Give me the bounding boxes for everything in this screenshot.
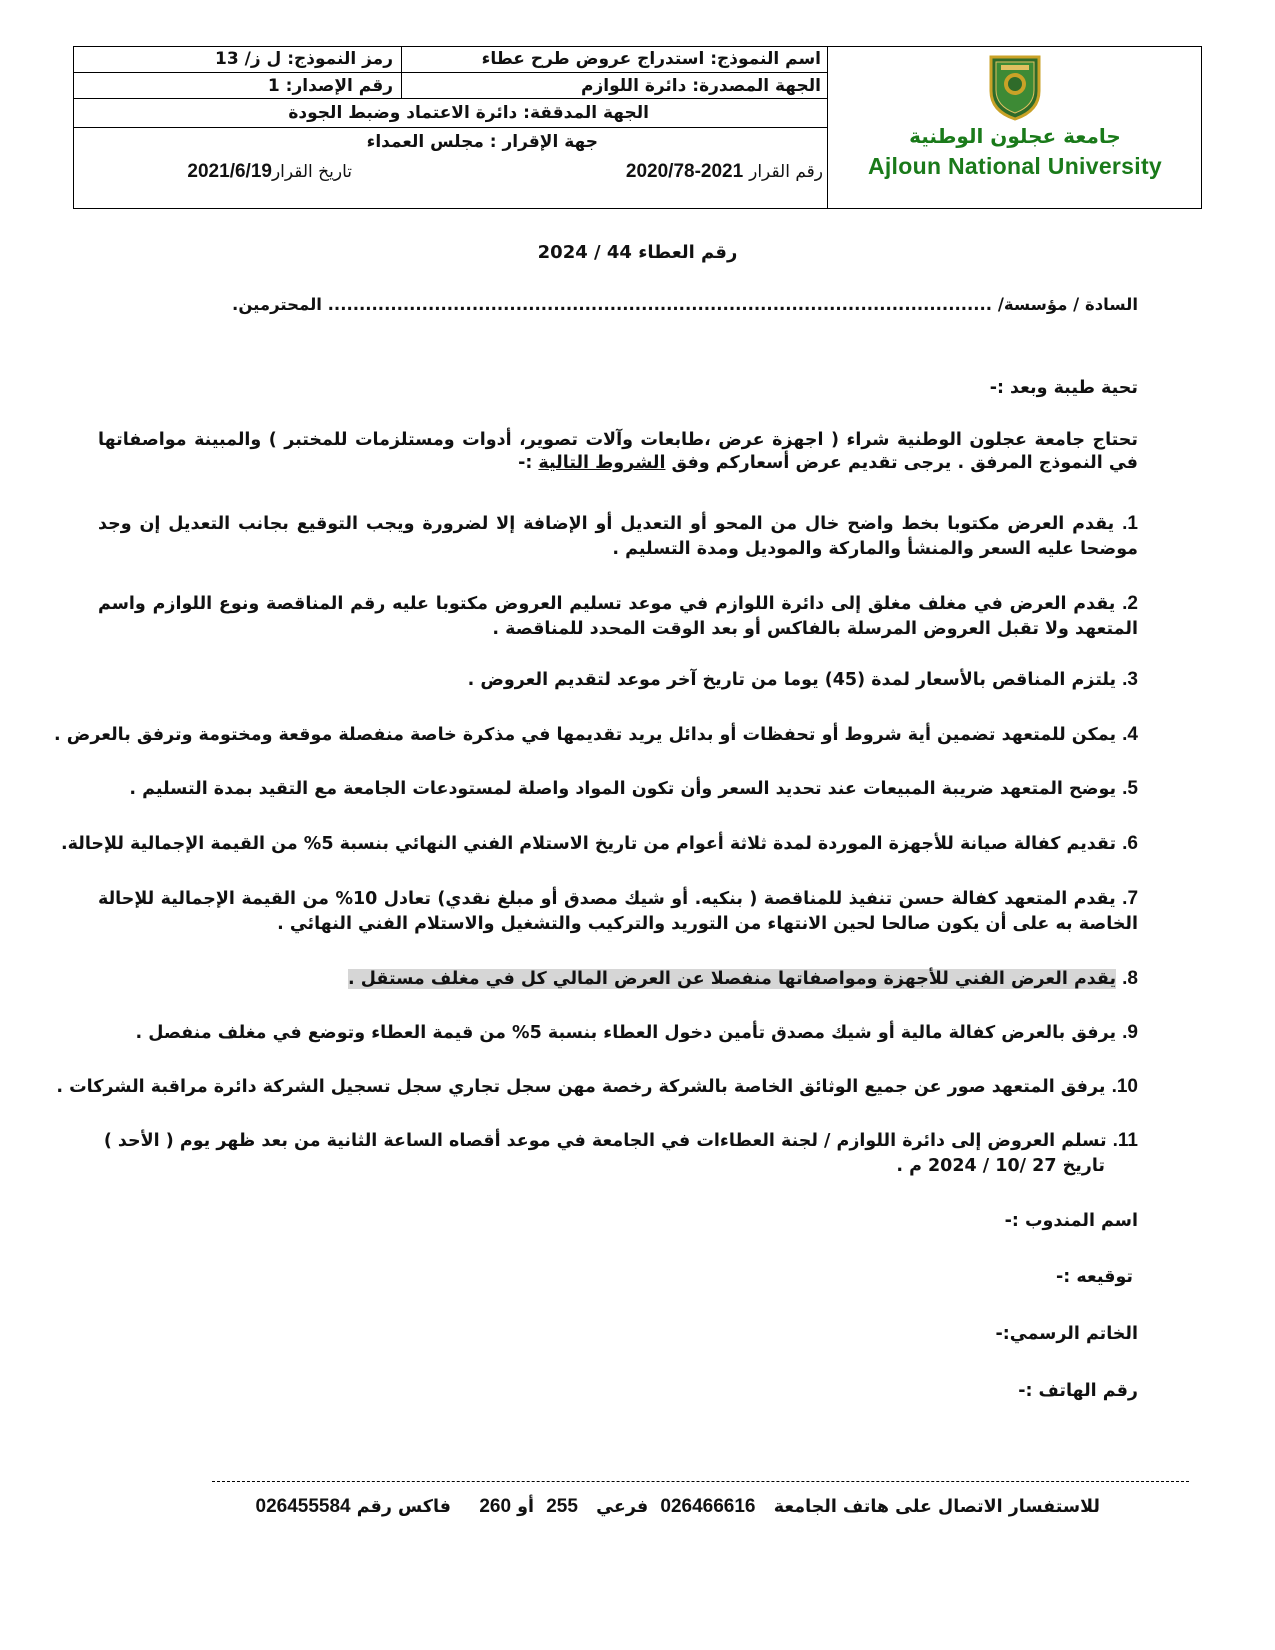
condition-text: يوضح المتعهد ضريبة المبيعات عند تحديد السعر وأن تكون المواد واصلة لمستودعات الجامعة مع التقيد بمدة التسليم . [129,779,1117,799]
decision-number-value: 2021-2020/78 [625,161,744,182]
fax-label: فاكس رقم [356,1497,451,1517]
university-phone: 026466616 [660,1496,756,1517]
condition-text: يرفق المتعهد صور عن جميع الوثائق الخاصة بالشركة رخصة مهن سجل تجاري سجل تسجيل الشركة دائرة مراقبة الشركات . [56,1077,1106,1097]
phone-number-field: رقم الهاتف :- [1018,1381,1138,1401]
university-name-english: Ajloun National University [867,153,1163,179]
intro-paragraph-line2 [518,453,1138,473]
condition-item [54,724,1138,746]
header-column-divider [401,47,402,98]
extension-2: 260 [479,1496,512,1517]
condition-item [56,1076,1138,1098]
condition-item [98,511,1138,562]
representative-name-field: اسم المندوب :- [1004,1211,1138,1231]
condition-number: 2. [1122,593,1138,614]
condition-number: 8. [1122,968,1138,989]
condition-text: يقدم العرض الفني للأجهزة ومواصفاتها منفصلا عن العرض المالي كل في مغلف مستقل . [348,969,1117,989]
header-row-divider [74,98,828,99]
form-header-table [73,46,1202,209]
condition-number: 5. [1122,778,1138,799]
form-name: اسم النموذج: استدراج عروض طرح عطاء [481,49,821,69]
condition-text: يقدم العرض مكتوبا بخط واضح خال من المحو أو التعديل أو الإضافة إلا لضرورة ويجب التوقيع بجانب التعديل إن وجد موضحا عليه السعر والمنشأ والماركة والموديل ومدة التسليم . [98,514,1138,559]
official-stamp-field: الخاتم الرسمي:- [995,1324,1138,1344]
footer-inquiry [479,1496,1100,1518]
condition-number: 7. [1122,888,1139,909]
decision-number [626,161,823,183]
condition-text: يلتزم المناقص بالأسعار لمدة (45) يوما من تاريخ آخر موعد لتقديم العروض . [467,670,1117,690]
issue-number: رقم الإصدار: 1 [267,76,393,96]
condition-text: يقدم المتعهد كفالة حسن تنفيذ للمناقصة ( بنكيه. أو شيك مصدق أو مبلغ نقدي) تعادل 10% من القيمة الإجمالية للإحالة الخاصة به على أن يكون صالحا لحين الانتهاء من التوريد والتركيب والتشغيل والاستلام الفني النهائي . [98,889,1138,934]
university-seal-icon [985,51,1045,121]
condition-text: يمكن للمتعهد تضمين أية شروط أو تحفظات أو بدائل يريد تقديمها في مذكرة خاصة منفصلة موقعة ومختومة وترفق بالعرض . [54,725,1117,745]
decision-number-label: رقم القرار [749,162,823,182]
condition-text: يرفق بالعرض كفالة مالية أو شيك مصدق تأمين دخول العطاء بنسبة 5% من قيمة العطاء وتوضع في مغلف منفصل . [135,1023,1117,1043]
condition-item [104,1130,1138,1152]
university-name-arabic: جامعة عجلون الوطنية [909,124,1121,148]
header-row-divider [74,72,828,73]
tender-number: رقم العطاء 44 / 2024 [537,242,738,263]
condition-number: 11. [1112,1130,1138,1151]
condition-text: تسلم العروض إلى دائرة اللوازم / لجنة العطاءات في الجامعة في موعد أقصاه الساعة الثانية من بعد ظهر يوم ( الأحد ) [103,1131,1107,1151]
intro-text: في النموذج المرفق . يرجى تقديم عرض أسعاركم وفق [665,453,1138,473]
condition-text: تقديم كفالة صيانة للأجهزة الموردة لمدة ثلاثة أعوام من تاريخ الاستلام الفني النهائي بنسبة 5% من القيمة الإجمالية للإحالة. [61,834,1117,854]
condition-number: 3. [1122,669,1138,690]
condition-item [136,1022,1138,1044]
condition-number: 4. [1122,724,1138,745]
condition-number: 9. [1122,1022,1138,1043]
header-row-divider [74,127,828,128]
submission-date: تاريخ 27 /10 / 2024 م . [896,1156,1105,1176]
extension-1: 255 [546,1496,578,1517]
greeting: تحية طيبة وبعد :- [989,378,1138,398]
condition-item [98,886,1138,937]
condition-item [98,591,1138,642]
university-logo-cell [827,47,1201,208]
fax-number: 026455584 [255,1496,351,1517]
signature-field: توقيعه :- [1056,1267,1133,1287]
condition-item [129,778,1138,800]
issuing-department: الجهة المصدرة: دائرة اللوازم [581,76,821,96]
condition-number: 10. [1111,1076,1138,1097]
decision-date [187,161,352,183]
condition-item [468,669,1138,691]
decision-date-value: 2021/6/19 [187,161,272,182]
approving-authority: جهة الإقرار : مجلس العمداء [366,132,598,152]
condition-number: 6. [1122,833,1138,854]
inquiry-text: للاستفسار الاتصال على هاتف الجامعة [773,1497,1100,1517]
auditing-department: الجهة المدققة: دائرة الاعتماد وضبط الجودة [288,103,649,123]
condition-item [61,833,1138,855]
condition-text: يقدم العرض في مغلف مغلق إلى دائرة اللوازم في موعد تسليم العروض مكتوبا عليه رقم المناقصة ونوع اللوازم واسم المتعهد ولا تقبل العروض المرسلة بالفاكس أو بعد الوقت المحدد للمناقصة . [98,594,1138,639]
condition-item-highlighted [348,968,1138,990]
form-code: رمز النموذج: ل ز/ 13 [215,49,393,69]
condition-number: 1. [1122,513,1138,534]
decision-date-label: تاريخ القرار [271,162,352,182]
extension-label: فرعي [596,1497,649,1517]
conditions-heading: الشروط التالية [538,453,666,473]
footer-divider [212,1481,1189,1482]
footer-fax [256,1496,452,1518]
intro-paragraph-line1: تحتاج جامعة عجلون الوطنية شراء ( اجهزة عرض ،طابعات وآلات تصوير، أدوات ومستلزمات للمختبر ) والمبينة مواصفاتها [98,430,1138,450]
intro-suffix: :- [518,453,539,473]
or-text: أو [517,1497,534,1517]
addressee-line: السادة / مؤسسة/ .......................................................................................................... المحترمين. [232,295,1138,314]
